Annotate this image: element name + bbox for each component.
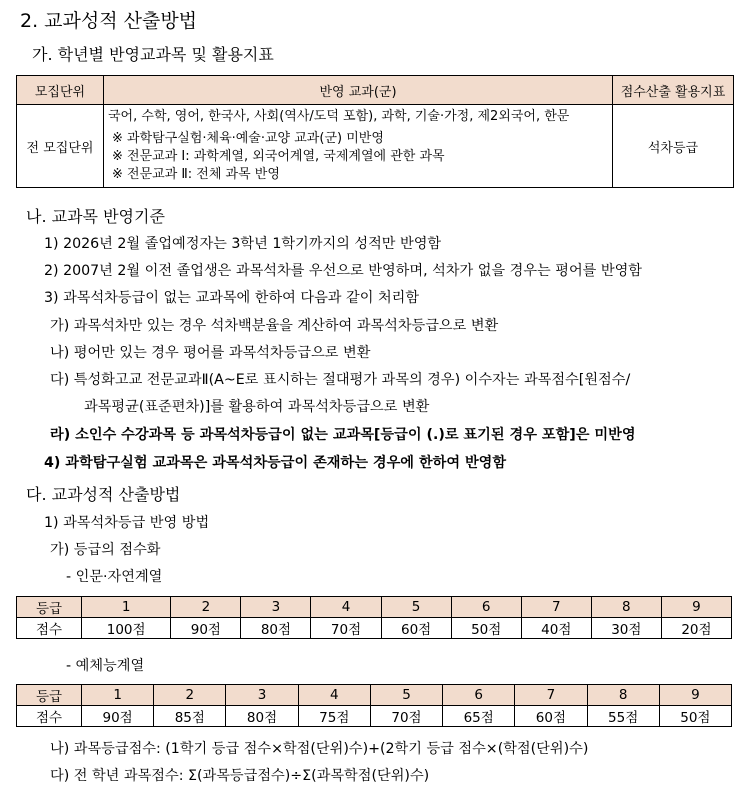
formula-total-score: 다) 전 학년 과목점수: Σ(과목등급점수)÷Σ(과목학점(단위)수) xyxy=(50,768,430,784)
score-cell: 75점 xyxy=(298,706,370,727)
cell-subjects xyxy=(104,105,613,188)
cell-indicator: 석차등급 xyxy=(613,105,734,188)
grade-cell: 4 xyxy=(311,597,381,618)
score-cell: 50점 xyxy=(451,618,521,639)
score-cell: 80점 xyxy=(226,706,298,727)
section-da-title: 다. 교과성적 산출방법 xyxy=(26,485,181,504)
grade-cell: 7 xyxy=(521,597,591,618)
grade-table-arts xyxy=(16,684,732,727)
score-cell: 50점 xyxy=(659,706,731,727)
section-da-sub1a: 가) 등급의 점수화 xyxy=(50,542,161,558)
grade-cell: 1 xyxy=(82,597,171,618)
grade-cell: 2 xyxy=(171,597,241,618)
grade-cell: 5 xyxy=(370,685,442,706)
grade-cell: 9 xyxy=(661,597,731,618)
grade-cell: 6 xyxy=(451,597,521,618)
grade-cell: 1 xyxy=(82,685,154,706)
section-ga-title: 가. 학년별 반영교과목 및 활용지표 xyxy=(32,45,274,64)
score-cell: 20점 xyxy=(661,618,731,639)
rule-item: 3) 과목석차등급이 없는 교과목에 한하여 다음과 같이 처리함 xyxy=(44,290,420,306)
group-arts-label: - 예체능계열 xyxy=(66,658,145,674)
cell-unit: 전 모집단위 xyxy=(17,105,104,188)
score-cell: 80점 xyxy=(241,618,311,639)
rule-subitem: 라) 소인수 수강과목 등 과목석차등급이 없는 교과목[등급이 (.)로 표기된 경우 포함]은 미반영 xyxy=(50,427,636,443)
score-cell: 85점 xyxy=(154,706,226,727)
score-cell: 90점 xyxy=(82,706,154,727)
score-cell: 55점 xyxy=(587,706,659,727)
rule-item: 2) 2007년 2월 이전 졸업생은 과목석차를 우선으로 반영하며, 석차가 없을 경우는 평어를 반영함 xyxy=(44,263,643,279)
grade-cell: 3 xyxy=(226,685,298,706)
score-cell: 60점 xyxy=(381,618,451,639)
section-na-title: 나. 교과목 반영기준 xyxy=(26,207,165,226)
score-cell: 60점 xyxy=(515,706,587,727)
subjects-note: ※ 전문교과 Ⅰ: 과학계열, 외국어계열, 국제계열에 관한 과목 xyxy=(112,149,445,164)
grade-cell: 5 xyxy=(381,597,451,618)
grade-cell: 8 xyxy=(587,685,659,706)
grade-cell: 8 xyxy=(591,597,661,618)
subjects-note: ※ 과학탐구실험·체육·예술·교양 교과(군) 미반영 xyxy=(112,131,384,146)
grade-cell: 2 xyxy=(154,685,226,706)
grade-cell: 7 xyxy=(515,685,587,706)
grade-header: 등급 xyxy=(17,597,82,618)
grade-table-humanities xyxy=(16,596,732,639)
score-cell: 70점 xyxy=(370,706,442,727)
col-header-indicator: 점수산출 활용지표 xyxy=(613,76,734,105)
rule-subitem-cont: 과목평균(표준편차)]를 활용하여 과목석차등급으로 변환 xyxy=(84,399,430,415)
grade-cell: 9 xyxy=(659,685,731,706)
subjects-note: ※ 전문교과 Ⅱ: 전체 과목 반영 xyxy=(112,167,280,182)
formula-grade-score: 나) 과목등급점수: (1학기 등급 점수×학점(단위)수)+(2학기 등급 점수×(학점(단위)수) xyxy=(50,741,589,757)
grade-cell: 3 xyxy=(241,597,311,618)
section-da-sub1: 1) 과목석차등급 반영 방법 xyxy=(44,515,210,531)
rule-item: 1) 2026년 2월 졸업예정자는 3학년 1학기까지의 성적만 반영함 xyxy=(44,236,442,252)
subject-table xyxy=(16,75,734,188)
subjects-list: 국어, 수학, 영어, 한국사, 사회(역사/도덕 포함), 과학, 기술·가정, 제2외국어, 한문 xyxy=(108,109,570,124)
score-cell: 70점 xyxy=(311,618,381,639)
score-cell: 65점 xyxy=(443,706,515,727)
rule-subitem: 나) 평어만 있는 경우 평어를 과목석차등급으로 변환 xyxy=(50,345,371,361)
col-header-unit: 모집단위 xyxy=(17,76,104,105)
grade-cell: 6 xyxy=(443,685,515,706)
score-cell: 100점 xyxy=(82,618,171,639)
score-header: 점수 xyxy=(17,618,82,639)
page-title: 2. 교과성적 산출방법 xyxy=(20,10,198,32)
grade-header: 등급 xyxy=(17,685,82,706)
grade-cell: 4 xyxy=(298,685,370,706)
rule-subitem: 가) 과목석차만 있는 경우 석차백분율을 계산하여 과목석차등급으로 변환 xyxy=(50,318,499,334)
rule-item: 4) 과학탐구실험 교과목은 과목석차등급이 존재하는 경우에 한하여 반영함 xyxy=(44,455,507,471)
score-cell: 90점 xyxy=(171,618,241,639)
rule-subitem: 다) 특성화고교 전문교과Ⅱ(A~E로 표시하는 절대평가 과목의 경우) 이수자는 과목점수[원점수/ xyxy=(50,372,631,388)
group-humanities-label: - 인문·자연계열 xyxy=(66,569,163,585)
col-header-subjects: 반영 교과(군) xyxy=(104,76,613,105)
score-cell: 40점 xyxy=(521,618,591,639)
score-cell: 30점 xyxy=(591,618,661,639)
score-header: 점수 xyxy=(17,706,82,727)
